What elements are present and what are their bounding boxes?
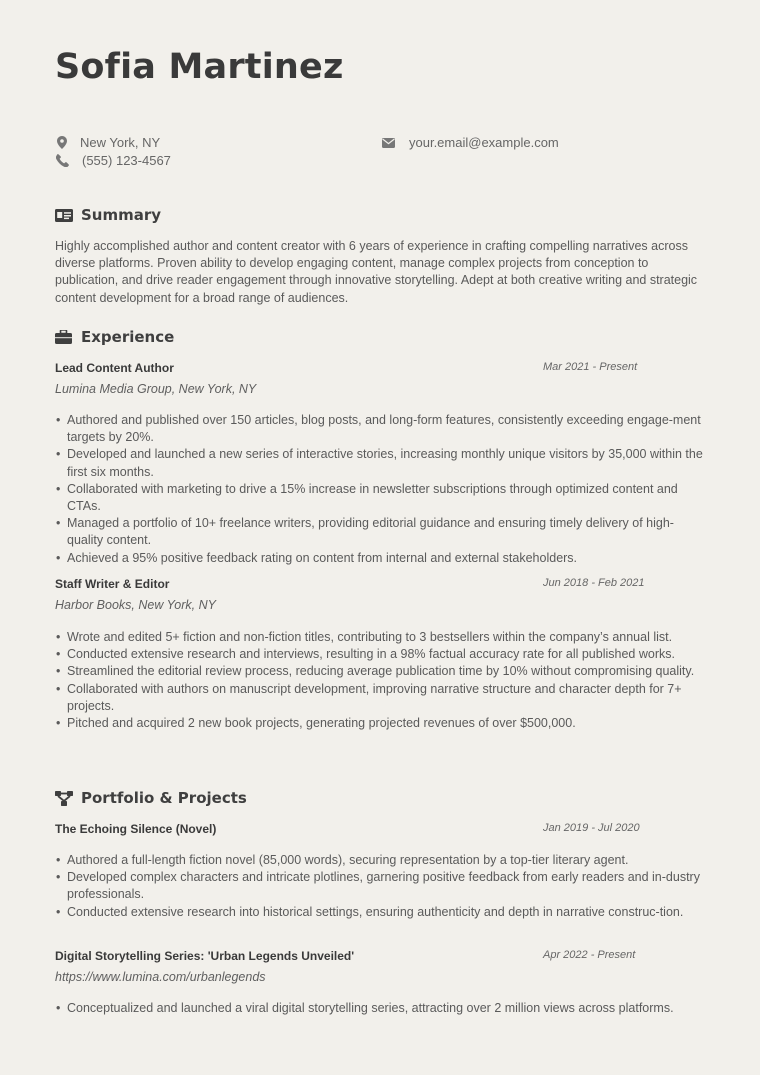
email-link[interactable]: your.email@example.com [409,135,559,150]
project-title: The Echoing Silence (Novel) [55,822,217,836]
bullet-item: • Pitched and acquired 2 new book projects, generating projected revenues of over $500,000. [55,715,707,732]
phone-icon [55,154,69,168]
candidate-name: Sofia Martinez [55,47,344,87]
briefcase-icon [55,329,75,345]
project-link[interactable]: https://www.lumina.com/urbanlegends [55,970,266,984]
bullet-item: • Authored and published over 150 articles, blog posts, and long-form features, consistently exceeding engage-ment targets by 20%. [55,412,707,446]
experience-heading [55,328,174,346]
bullet-item: • Achieved a 95% positive feedback rating on content from internal and external stakeholders. [55,550,707,567]
job-organization: Lumina Media Group, New York, NY [55,382,257,396]
envelope-icon [381,136,395,150]
location-text: New York, NY [80,135,161,150]
project-title: Digital Storytelling Series: 'Urban Legends Unveiled' [55,949,355,963]
summary-text: Highly accomplished author and content creator with 6 years of experience in crafting compelling narratives across diverse platforms. Proven ability to develop engaging content, manage complex projects from conception to publication, and drive reader engagement through innovative storytelling. Adept at both creative writing and strategic content development for a broad range of audiences. [55,239,698,305]
job-date: Jun 2018 - Feb 2021 [543,577,645,589]
job-organization: Harbor Books, New York, NY [55,598,216,612]
sitemap-icon [55,790,75,806]
summary-title: Summary [81,206,162,224]
job-bullets [55,412,707,567]
contact-location [55,135,160,150]
bullet-item: • Managed a portfolio of 10+ freelance writers, providing editorial guidance and ensuring timely delivery of high-quality content. [55,515,707,549]
job-title: Staff Writer & Editor [55,577,170,591]
contact-phone [55,153,171,168]
bullet-item: • Streamlined the editorial review process, reducing average publication time by 10% without compromising quality. [55,663,707,680]
map-pin-icon [55,136,69,150]
job-bullets [55,629,707,732]
bullet-item: • Developed and launched a new series of interactive stories, increasing monthly unique visitors by 35,000 within the first six months. [55,446,707,480]
project-date: Jan 2019 - Jul 2020 [543,822,640,834]
id-card-icon [55,207,75,223]
project-bullets [55,1000,707,1017]
contact-email [381,135,559,150]
bullet-item: • Collaborated with authors on manuscript development, improving narrative structure and character depth for 7+ projects. [55,681,707,715]
project-date: Apr 2022 - Present [543,949,636,961]
summary-heading [55,206,161,224]
bullet-item: • Developed complex characters and intricate plotlines, garnering positive feedback from early readers and in-dustry professionals. [55,869,707,903]
experience-title: Experience [81,328,175,346]
projects-title: Portfolio & Projects [81,789,247,807]
bullet-item: • Authored a full-length fiction novel (85,000 words), securing representation by a top-tier literary agent. [55,852,707,869]
projects-heading [55,789,247,807]
job-title: Lead Content Author [55,361,174,375]
bullet-item: • Collaborated with marketing to drive a 15% increase in newsletter subscriptions through optimized content and CTAs. [55,481,707,515]
bullet-item: • Conceptualized and launched a viral digital storytelling series, attracting over 2 million views across platforms. [55,1000,707,1017]
bullet-item: • Conducted extensive research into historical settings, ensuring authenticity and depth in narrative construc-tion. [55,904,707,921]
job-date: Mar 2021 - Present [543,361,638,373]
phone-text: (555) 123-4567 [82,153,171,168]
bullet-item: • Conducted extensive research and interviews, resulting in a 98% factual accuracy rate for all published works. [55,646,707,663]
project-bullets [55,852,707,921]
bullet-item: • Wrote and edited 5+ fiction and non-fiction titles, contributing to 3 bestsellers within the company’s annual list. [55,629,707,646]
